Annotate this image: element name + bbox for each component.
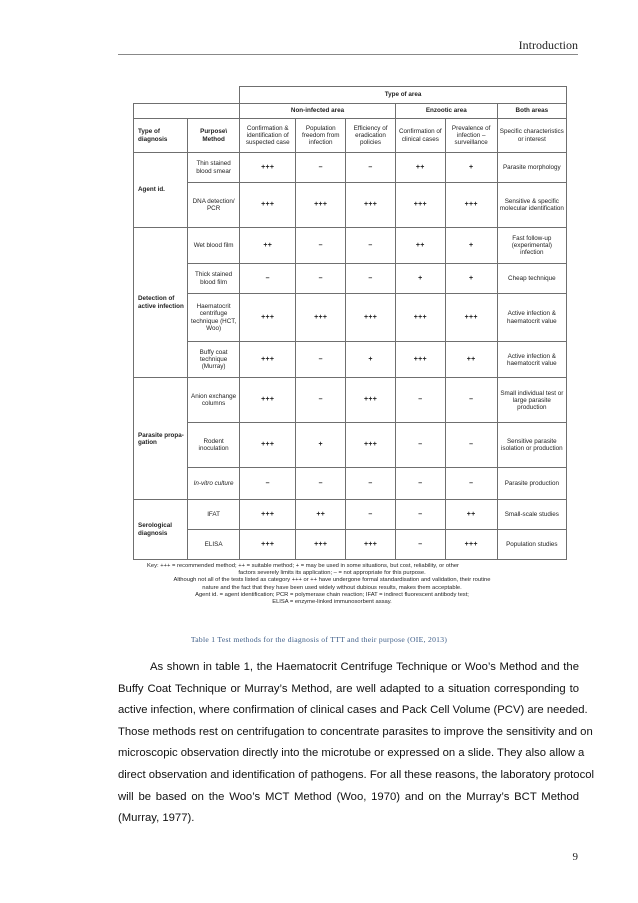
value-cell: +++ — [240, 294, 296, 342]
value-cell: + — [296, 423, 346, 468]
table-row — [134, 294, 567, 342]
value-cell: ++ — [395, 227, 445, 263]
value-cell: – — [296, 227, 346, 263]
note-cell: Active infection & haematocrit value — [497, 294, 566, 342]
paragraph-line: direct observation and identification of pathogens. For all these reasons, the laboratory protocol — [118, 768, 595, 781]
both-areas-header: Both areas — [497, 104, 566, 119]
value-cell: +++ — [346, 183, 396, 228]
value-cell: – — [395, 378, 445, 423]
value-cell: ++ — [240, 227, 296, 263]
key-line: Key: +++ = recommended method; ++ = suitable method; + = may be used in some situations, but cost, reliability, or other — [147, 563, 459, 569]
group-label: Agent id. — [134, 153, 188, 228]
method-cell: Thin stained blood smear — [188, 153, 240, 183]
value-cell: – — [445, 378, 497, 423]
value-cell: +++ — [395, 183, 445, 228]
value-cell: +++ — [346, 378, 396, 423]
key-line: ELISA = enzyme-linked immunosorbent assay. — [272, 599, 392, 606]
value-cell: ++ — [296, 500, 346, 530]
note-cell: Sensitive & specific molecular identification — [497, 183, 566, 228]
group-label: Detection of active infection — [134, 227, 188, 378]
value-cell: – — [395, 468, 445, 500]
value-cell: – — [346, 500, 396, 530]
method-cell: Wet blood film — [188, 227, 240, 263]
value-cell: +++ — [240, 342, 296, 378]
value-cell: – — [296, 468, 346, 500]
table-row — [134, 378, 567, 423]
value-cell: + — [445, 153, 497, 183]
body-paragraph — [118, 657, 595, 830]
value-cell: +++ — [346, 294, 396, 342]
value-cell: +++ — [395, 294, 445, 342]
value-cell: ++ — [445, 500, 497, 530]
table-row — [134, 153, 567, 183]
paragraph-line: As shown in table 1, the Haematocrit Centrifuge Technique or Woo’s Method and the — [150, 661, 579, 673]
value-cell: +++ — [445, 530, 497, 560]
value-cell: +++ — [445, 183, 497, 228]
col-header: Confirmation & identification of suspected case — [240, 119, 296, 153]
col-header: Prevalence of infection – surveillance — [445, 119, 497, 153]
paragraph-line: Those methods rest on centrifugation to concentrate parasites to improve the sensitivity and on — [118, 725, 593, 738]
value-cell: + — [395, 264, 445, 294]
table-row — [134, 500, 567, 530]
paragraph-line: will be based on the Woo’s MCT Method (Woo, 1970) and on the Murray’s BCT Method — [118, 790, 579, 803]
note-cell: Population studies — [497, 530, 566, 560]
col-purpose-header: Purpose\ Method — [188, 119, 240, 153]
value-cell: +++ — [296, 294, 346, 342]
value-cell: – — [296, 378, 346, 423]
paragraph-line: microscopic observation directly into the microtube or expressed on a slide. They also allow a — [118, 747, 585, 760]
value-cell: + — [445, 227, 497, 263]
table-blank-corner — [134, 87, 240, 104]
paragraph-line: (Murray, 1977). — [118, 812, 195, 825]
key-line: factors severely limits its application; – = not appropriate for this purpose. — [238, 570, 426, 577]
value-cell: +++ — [240, 183, 296, 228]
value-cell: – — [240, 264, 296, 294]
table-row — [134, 227, 567, 263]
value-cell: – — [445, 468, 497, 500]
table-row — [134, 264, 567, 294]
method-cell: Buffy coat technique (Murray) — [188, 342, 240, 378]
note-cell: Parasite morphology — [497, 153, 566, 183]
value-cell: – — [240, 468, 296, 500]
value-cell: – — [296, 342, 346, 378]
note-cell: Active infection & haematocrit value — [497, 342, 566, 378]
table-key — [147, 563, 517, 606]
key-line: nature and the fact that they have been used widely without dubious results, makes them acceptable. — [202, 584, 462, 591]
value-cell: + — [346, 342, 396, 378]
value-cell: – — [395, 530, 445, 560]
running-head: Introduction — [518, 38, 578, 52]
table-row — [134, 423, 567, 468]
table-caption: Table 1 Test methods for the diagnosis of TTT and their purpose (OIE, 2013) — [190, 635, 448, 644]
note-cell: Small individual test or large parasite production — [497, 378, 566, 423]
col-header: Confirmation of clinical cases — [395, 119, 445, 153]
value-cell: – — [346, 153, 396, 183]
value-cell: + — [445, 264, 497, 294]
table-row — [134, 342, 567, 378]
method-cell: Anion exchange columns — [188, 378, 240, 423]
value-cell: – — [346, 468, 396, 500]
group-label: Serological diagnosis — [134, 500, 188, 560]
value-cell: +++ — [346, 423, 396, 468]
table-row — [134, 530, 567, 560]
value-cell: – — [346, 227, 396, 263]
paragraph-line: Buffy Coat Technique or Murray’s Method, are well adapted to a situation corresponding to — [118, 682, 579, 695]
value-cell: – — [296, 153, 346, 183]
table-row — [134, 468, 567, 500]
note-cell: Cheap technique — [497, 264, 566, 294]
value-cell: +++ — [395, 342, 445, 378]
note-cell: Sensitive parasite isolation or production — [497, 423, 566, 468]
paragraph-line: active infection, where confirmation of clinical cases and Pack Cell Volume (PCV) are needed. — [118, 704, 588, 717]
method-cell: Rodent inoculation — [188, 423, 240, 468]
method-cell: IFAT — [188, 500, 240, 530]
group-label: Parasite propa- gation — [134, 378, 188, 500]
value-cell: +++ — [240, 530, 296, 560]
key-line: Although not all of the tests listed as category +++ or ++ have undergone formal standardisation and validation, their routine — [173, 577, 491, 584]
value-cell: – — [346, 264, 396, 294]
table-row — [134, 183, 567, 228]
value-cell: +++ — [240, 500, 296, 530]
type-of-area-header: Type of area — [240, 87, 567, 104]
table-blank-corner-2 — [134, 104, 240, 119]
value-cell: +++ — [240, 423, 296, 468]
col-header: Specific characteristics or interest — [497, 119, 566, 153]
value-cell: +++ — [445, 294, 497, 342]
enzootic-area-header: Enzootic area — [395, 104, 497, 119]
value-cell: +++ — [296, 530, 346, 560]
col-type-header: Type of diagnosis — [134, 119, 188, 153]
note-cell: Parasite production — [497, 468, 566, 500]
value-cell: – — [445, 423, 497, 468]
header-rule — [118, 54, 578, 55]
value-cell: +++ — [346, 530, 396, 560]
note-cell: Fast follow-up (experimental) infection — [497, 227, 566, 263]
value-cell: – — [395, 423, 445, 468]
method-cell: DNA detection/ PCR — [188, 183, 240, 228]
col-header: Efficiency of eradication policies — [346, 119, 396, 153]
key-line: Agent id. = agent identification; PCR = polymerase chain reaction; IFAT = indirect fluorescent antibody test; — [195, 591, 469, 598]
value-cell: – — [296, 264, 346, 294]
value-cell: – — [395, 500, 445, 530]
note-cell: Small-scale studies — [497, 500, 566, 530]
value-cell: ++ — [395, 153, 445, 183]
method-cell: ELISA — [188, 530, 240, 560]
diagnosis-table — [133, 86, 567, 560]
value-cell: +++ — [296, 183, 346, 228]
method-cell: In-vitro culture — [188, 468, 240, 500]
col-header: Population freedom from infection — [296, 119, 346, 153]
page-number: 9 — [572, 851, 578, 863]
value-cell: +++ — [240, 378, 296, 423]
method-cell: Haematocrit centrifuge technique (HCT, Woo) — [188, 294, 240, 342]
value-cell: ++ — [445, 342, 497, 378]
method-cell: Thick stained blood film — [188, 264, 240, 294]
non-infected-area-header: Non-infected area — [240, 104, 396, 119]
value-cell: +++ — [240, 153, 296, 183]
